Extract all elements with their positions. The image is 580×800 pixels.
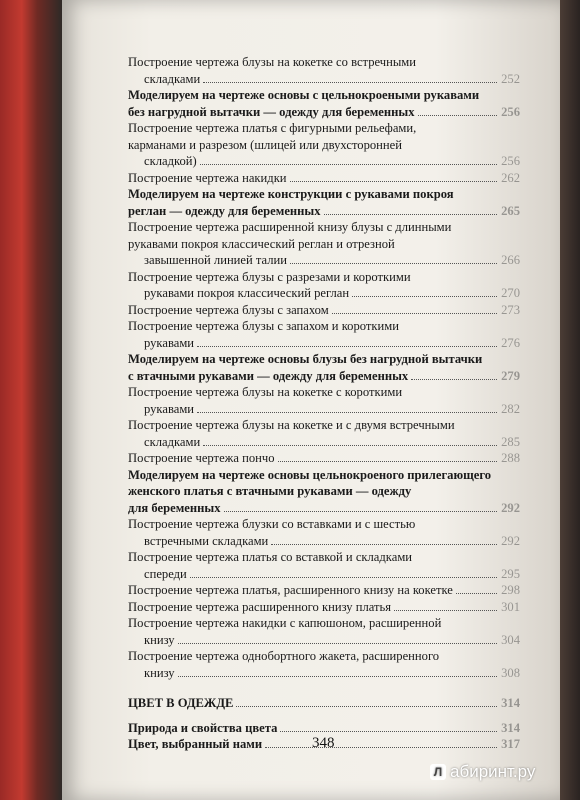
toc-page-ref: 276 [501,335,520,350]
leader-dots [418,115,497,116]
toc-entry-line: Построение чертежа накидки [128,170,287,185]
leader-dots [411,379,497,380]
leader-dots [265,747,497,748]
leader-dots [290,263,497,264]
leader-dots [352,296,497,297]
toc-entry [128,120,520,170]
leader-dots [178,676,497,677]
toc-page-ref: 252 [501,71,520,86]
toc-entry-line: карманами и разрезом (шлицей или двухсторонней [128,137,402,152]
leader-dots [178,643,497,644]
toc-entry-line: Построение чертежа платья, расширенного книзу на кокетке [128,583,453,597]
toc-entry-line: складками [144,71,201,86]
leader-dots [200,164,497,165]
toc-entry-line: женского платья с втачными рукавами — одежду [128,484,412,498]
leader-dots [197,412,497,413]
toc-page-ref: 285 [501,434,520,449]
toc-entry-line: книзу [144,632,175,647]
toc-entry-line: реглан — одежду для беременных [128,203,321,218]
toc-entry-line: для беременных [128,500,221,515]
toc-page-ref: 304 [501,632,520,647]
toc-entry [128,615,520,648]
toc-entry-line: книзу [144,665,175,680]
toc-page-ref: 256 [501,104,520,119]
leader-dots [224,511,497,512]
toc-page-ref: 256 [501,154,520,168]
toc-entry-line: Построение чертежа блузы на кокетке со встречными [128,55,417,69]
toc-page-ref: 292 [501,533,520,548]
toc-entry [128,384,520,417]
leader-dots [278,461,497,462]
toc-entry-line: складкой) [144,154,197,168]
toc-page-ref: 288 [501,451,520,465]
toc-page-ref: 279 [501,368,520,383]
toc-entry-line: рукавами [144,401,195,416]
toc-entry-line: Построение чертежа блузы с запахом [128,302,329,317]
toc-entry-line: Построение чертежа блузы с разрезами и короткими [128,269,411,284]
toc-page-ref: 270 [501,286,520,300]
toc-entry [128,549,520,582]
toc-entry [128,351,520,384]
toc-page-ref: 308 [501,665,520,680]
toc-page-ref: 265 [501,203,520,218]
leader-dots [280,731,497,732]
leader-dots [394,610,497,611]
leader-dots [203,82,497,83]
leader-dots [290,181,497,182]
toc-entry [128,516,520,549]
toc-entry-line: рукавами покроя классический реглан [144,286,350,300]
book-right-edge [558,0,580,800]
table-of-contents [128,54,520,753]
toc-page-ref: 292 [501,500,520,515]
toc-entry-line: с втачными рукавами — одежду для беременных [128,368,409,383]
toc-entry-line: рукавами покроя классический реглан и отрезной [128,236,395,251]
toc-entry-line: Построение чертежа расширенного книзу платья [128,599,392,614]
labirint-logo-icon: Л [430,764,446,780]
leader-dots [203,445,497,446]
toc-entry-line: Моделируем на чертеже конструкции с рукавами покроя [128,187,454,201]
toc-entry-line: Цвет, выбранный нами [128,737,263,751]
toc-page-ref: 262 [501,170,520,185]
toc-entry [128,87,520,120]
toc-entry-line: спереди [144,566,187,581]
toc-entry [128,582,520,599]
toc-entry-line: без нагрудной вытачки — одежду для беременных [128,104,415,119]
toc-entry-line: Моделируем на чертеже основы с цельнокроеными рукавами [128,88,480,102]
book-left-edge [0,0,62,800]
toc-entry-line: рукавами [144,335,195,350]
toc-entry-line: Построение чертежа блузы на кокетке с короткими [128,385,403,399]
toc-page-ref: 273 [501,302,520,317]
toc-entry-line: Построение чертежа блузы на кокетке и с двумя встречными [128,418,455,432]
toc-page-ref: 295 [501,566,520,581]
leader-dots [324,214,497,215]
toc-entry [128,648,520,681]
toc-entry [128,467,520,517]
toc-entry-line: завышенной линией талии [144,253,288,267]
toc-entry-line: Построение чертежа однобортного жакета, расширенного [128,649,440,663]
leader-dots [271,544,497,545]
toc-entry [128,54,520,87]
section-gap [128,712,520,720]
toc-entry-line: Построение чертежа накидки с капюшоном, расширенной [128,616,442,630]
toc-entry [128,450,520,467]
watermark-text: абиринт.ру [450,762,536,781]
section-gap [128,681,520,695]
toc-page-ref: 314 [501,720,520,735]
toc-page-ref: 282 [501,401,520,416]
toc-entry-line: Построение чертежа платья со вставкой и складками [128,550,413,564]
toc-entry-line: Построение чертежа платья с фигурными рельефами, [128,121,417,135]
toc-entry [128,720,520,737]
leader-dots [197,346,497,347]
page-number: 348 [312,735,335,751]
toc-entry-line: Моделируем на чертеже основы цельнокроеного прилегающего [128,467,492,482]
toc-entry-line: складками [144,434,201,449]
section-title: ЦВЕТ В ОДЕЖДЕ [128,696,234,710]
toc-entry [128,269,520,302]
toc-entry [128,318,520,351]
toc-entry [128,599,520,616]
toc-entry-line: Построение чертежа блузы с запахом и короткими [128,319,399,333]
toc-entry-line: встречными складками [144,533,269,548]
section-heading [128,695,520,712]
toc-entry [128,170,520,187]
toc-entry-line: Природа и свойства цвета [128,720,278,735]
toc-page-ref: 266 [501,253,520,267]
leader-dots [456,593,497,594]
toc-entry-line: Построение чертежа расширенной книзу блузы с длинными [128,220,452,234]
toc-entry-line: Моделируем на чертеже основы блузы без нагрудной вытачки [128,352,483,366]
leader-dots [332,313,497,314]
toc-entry [128,219,520,269]
toc-page-ref: 314 [501,696,520,710]
toc-page-ref: 301 [501,599,520,614]
toc-entry [128,302,520,319]
toc-page-ref: 298 [501,583,520,597]
labirint-watermark [430,762,535,782]
toc-entry [128,417,520,450]
toc-entry-line: Построение чертежа блузки со вставками и с шестью [128,517,416,531]
toc-entry [128,186,520,219]
leader-dots [236,706,497,707]
toc-entry-line: Построение чертежа пончо [128,451,275,465]
toc-page-ref: 317 [501,737,520,751]
leader-dots [190,577,497,578]
